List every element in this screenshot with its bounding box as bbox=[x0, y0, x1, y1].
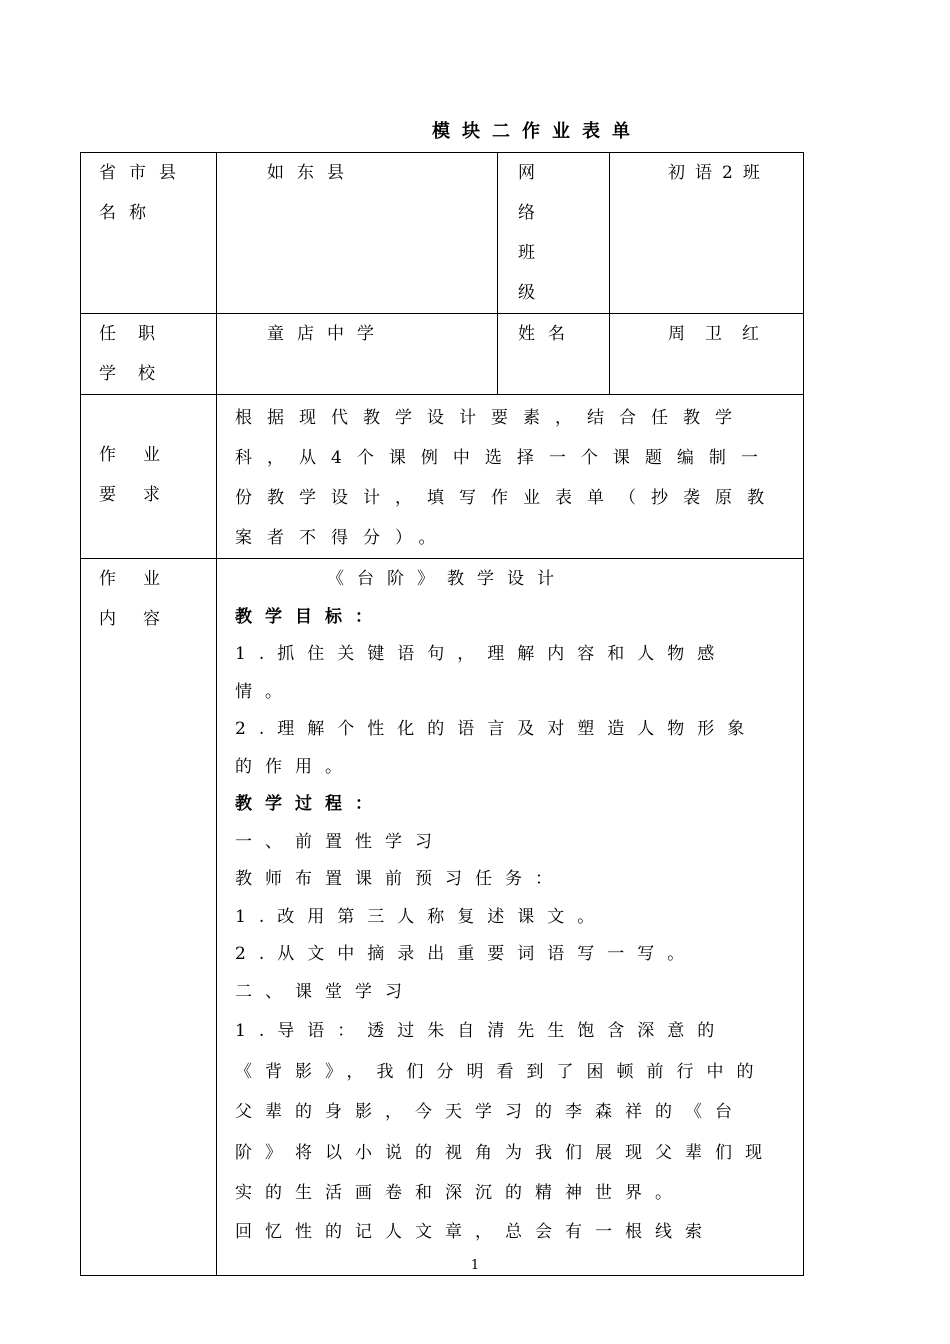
section-2-heading: 二、课堂学习 bbox=[235, 981, 415, 1002]
task-2: 2.从文中摘录出重要词语写一写。 bbox=[235, 944, 698, 964]
last-line: 回忆性的记人文章，总会有一根线索 bbox=[235, 1221, 715, 1242]
region-value: 如东县 bbox=[267, 163, 357, 183]
requirement-text: 根据现代教学设计要素，结合任教学科，从4个课例中选择一个课题编制一份教学设计，填写作业表单（抄袭原教案者不得分）。 bbox=[235, 408, 779, 548]
school-value: 童店中学 bbox=[267, 324, 387, 344]
goals-heading: 教学目标： bbox=[235, 606, 385, 627]
table-row-region bbox=[81, 153, 804, 314]
process-heading: 教学过程： bbox=[235, 794, 385, 814]
requirement-label: 作业要求 bbox=[99, 445, 187, 505]
task-intro: 教师布置课前预习任务： bbox=[235, 869, 565, 889]
goal-1: 1.抓住关键语句，理解内容和人物感情。 bbox=[235, 644, 728, 702]
region-label: 省市县名称 bbox=[99, 163, 189, 223]
table-row-school bbox=[81, 314, 804, 395]
intro-paragraph: 1.导语：透过朱自清先生饱含深意的《背影》，我们分明看到了困顿前行中的父辈的身影，今天学习的李森祥的《台阶》将以小说的视角为我们展现父辈们现实的生活画卷和深沉的精神世界。 bbox=[235, 1021, 775, 1203]
class-label: 网络班级 bbox=[518, 163, 565, 303]
goal-2: 2.理解个性化的语言及对塑造人物形象的作用。 bbox=[235, 719, 758, 777]
assignment-form-table bbox=[80, 152, 804, 1276]
content-label: 作业内容 bbox=[99, 569, 187, 629]
form-title: 模块二作业表单 bbox=[432, 121, 642, 142]
doc-title: 《台阶》教学设计 bbox=[327, 569, 567, 589]
content-body bbox=[217, 559, 803, 1251]
task-1: 1.改用第三人称复述课文。 bbox=[235, 906, 608, 927]
name-value: 周卫红 bbox=[668, 324, 779, 344]
page-number: 1 bbox=[470, 1258, 480, 1273]
section-1-heading: 一、前置性学习 bbox=[235, 831, 445, 852]
table-row-requirement bbox=[81, 395, 804, 559]
table-row-content bbox=[81, 559, 804, 1276]
school-label: 任职学校 bbox=[99, 324, 177, 384]
class-value: 初语2班 bbox=[668, 163, 770, 183]
name-label: 姓名 bbox=[518, 324, 578, 344]
